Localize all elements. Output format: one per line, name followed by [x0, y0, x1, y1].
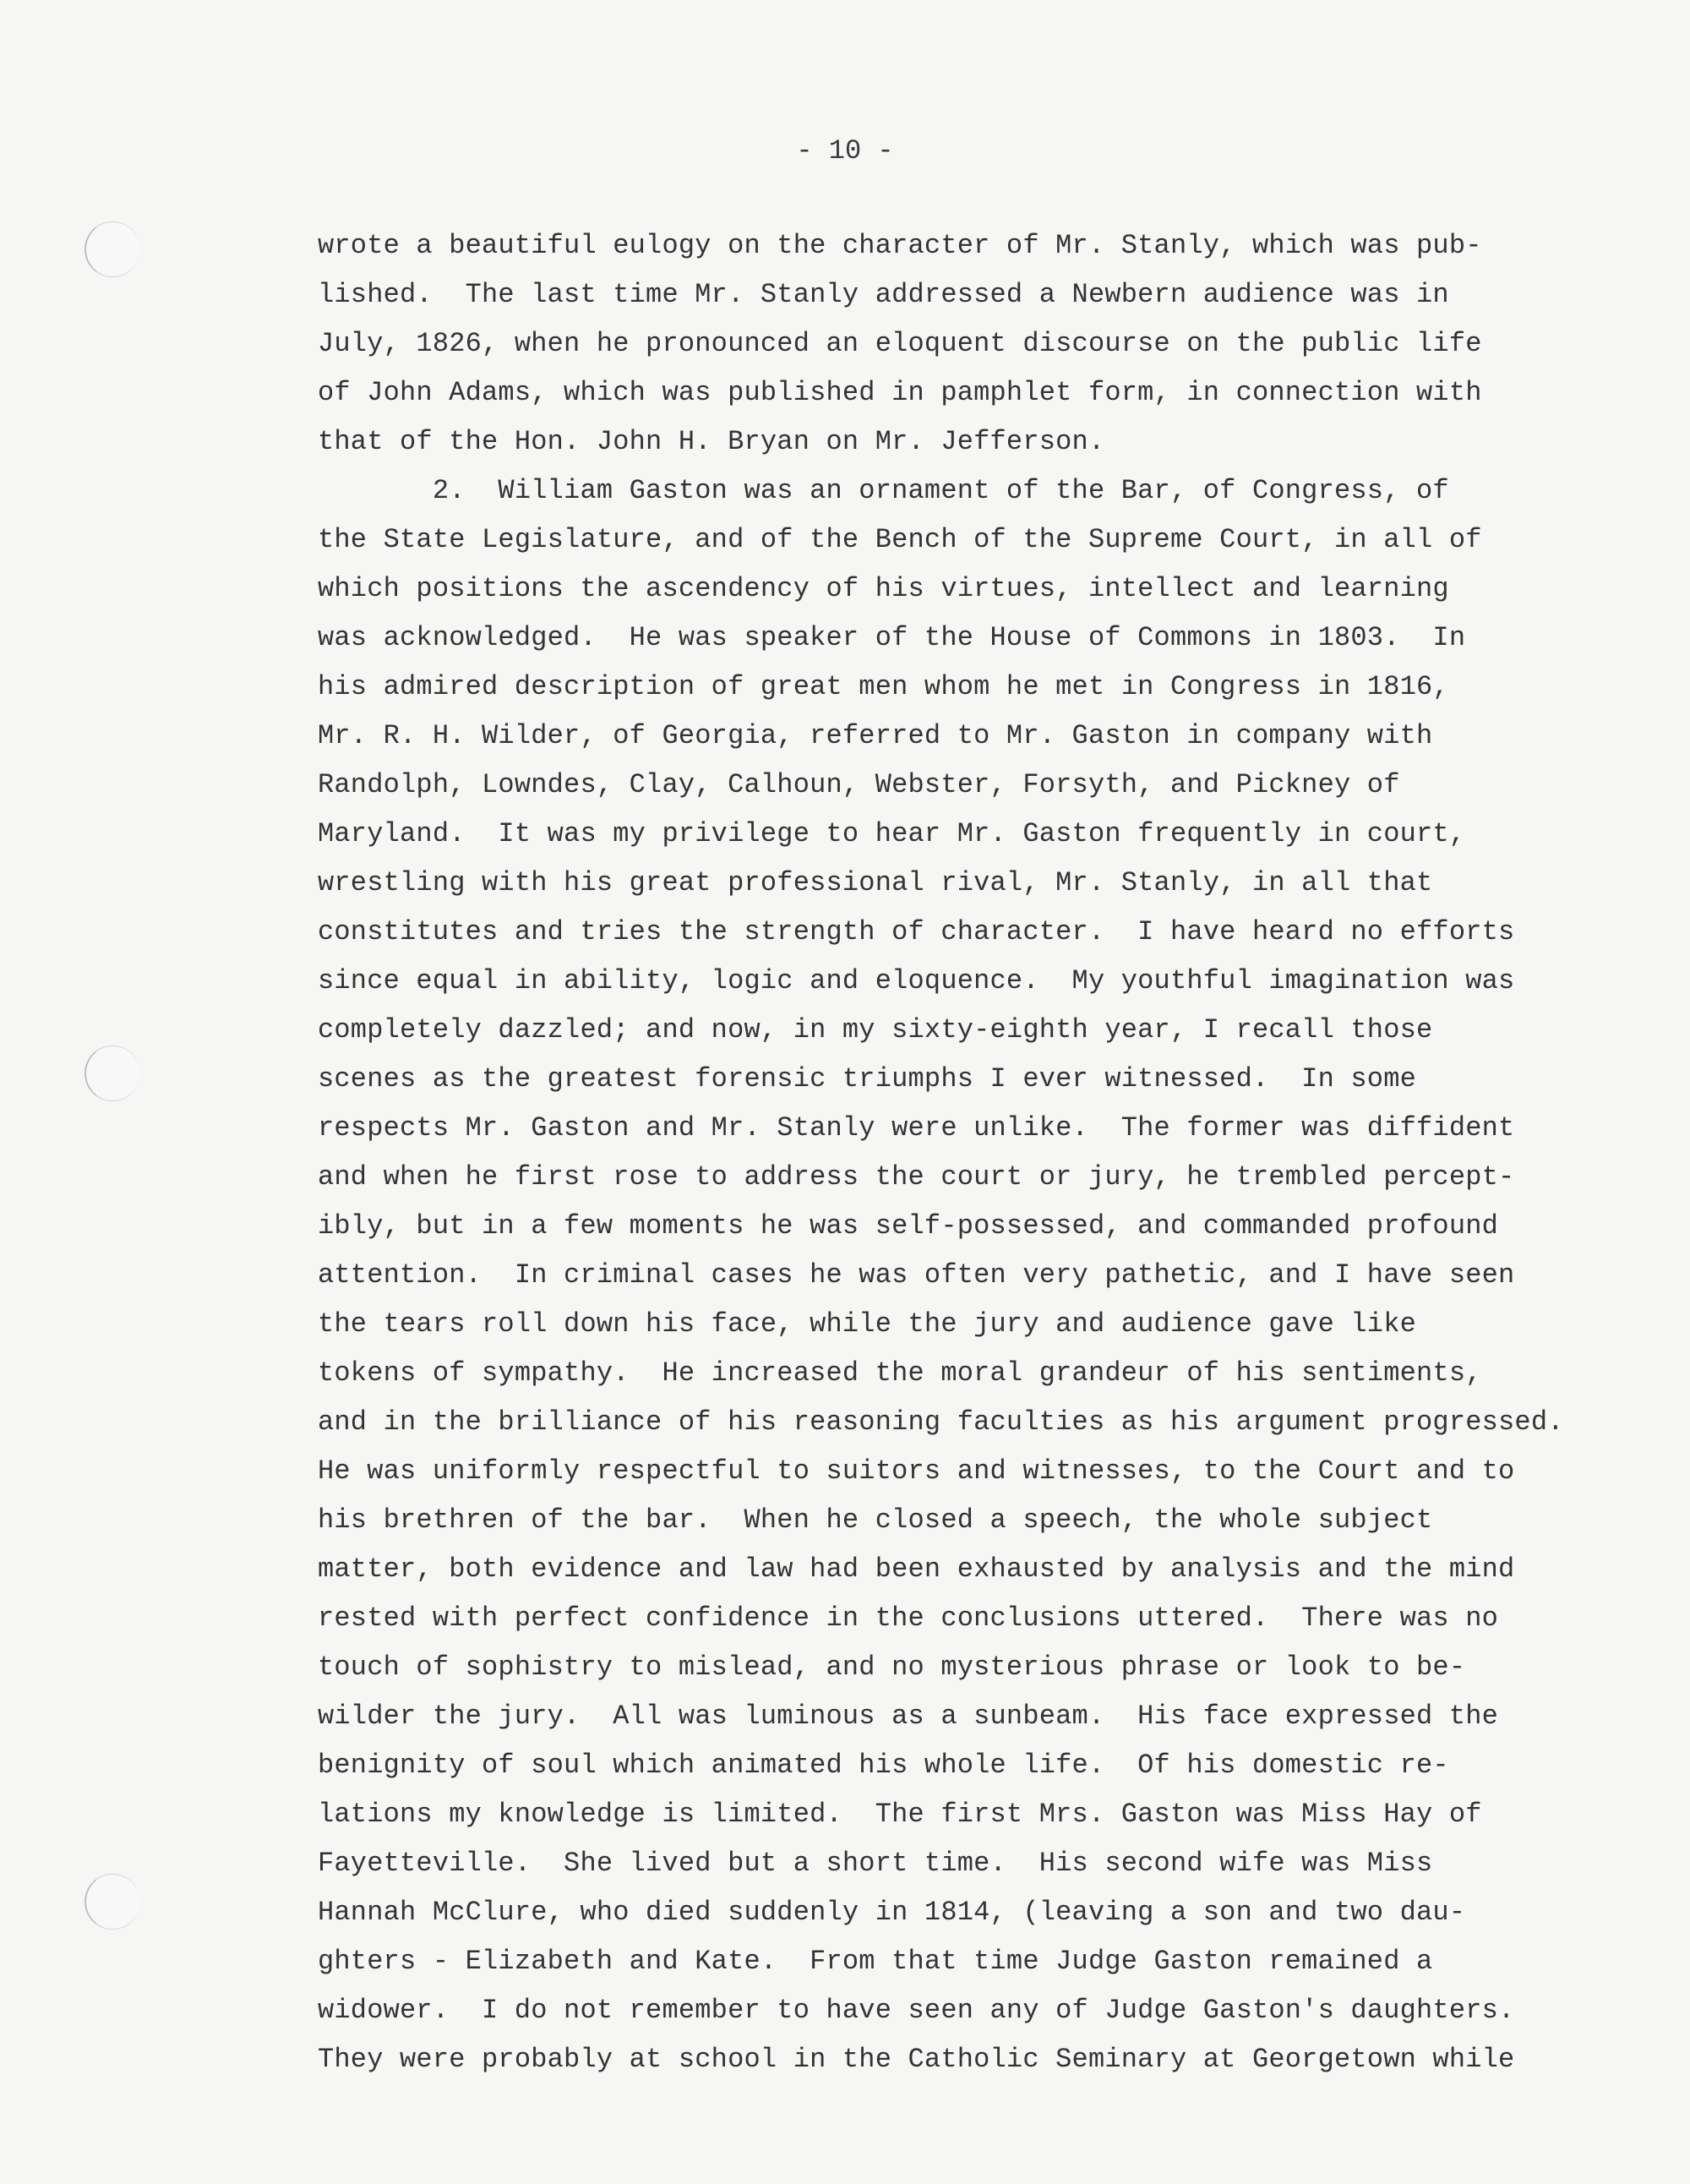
text-line: his brethren of the bar. When he closed a speech, the whole subject [318, 1504, 1433, 1536]
text-line: and in the brilliance of his reasoning faculties as his argument progressed. [318, 1406, 1564, 1438]
text-line: wrote a beautiful eulogy on the character of Mr. Stanly, which was pub- [318, 230, 1482, 261]
text-line: Hannah McClure, who died suddenly in 1814, (leaving a son and two dau- [318, 1897, 1466, 1928]
text-line: widower. I do not remember to have seen any of Judge Gaston's daughters. [318, 1995, 1515, 2026]
text-line: his admired description of great men whom he met in Congress in 1816, [318, 671, 1449, 702]
text-line: scenes as the greatest forensic triumphs I ever witnessed. In some [318, 1063, 1417, 1095]
text-line: that of the Hon. John H. Bryan on Mr. Jefferson. [318, 426, 1105, 457]
document-body [318, 221, 1564, 2084]
text-line: wilder the jury. All was luminous as a sunbeam. His face expressed the [318, 1701, 1499, 1732]
text-line: was acknowledged. He was speaker of the House of Commons in 1803. In [318, 622, 1466, 653]
text-line: July, 1826, when he pronounced an eloquent discourse on the public life [318, 328, 1482, 359]
punch-hole [84, 221, 140, 277]
text-line: Mr. R. H. Wilder, of Georgia, referred to Mr. Gaston in company with [318, 720, 1433, 751]
text-line: matter, both evidence and law had been exhausted by analysis and the mind [318, 1553, 1515, 1585]
text-line: Maryland. It was my privilege to hear Mr. Gaston frequently in court, [318, 818, 1466, 849]
text-line: the State Legislature, and of the Bench of the Supreme Court, in all of [318, 524, 1482, 555]
text-line: completely dazzled; and now, in my sixty-eighth year, I recall those [318, 1014, 1433, 1046]
page-number: - 10 - [796, 135, 894, 167]
text-line: wrestling with his great professional rival, Mr. Stanly, in all that [318, 867, 1433, 898]
text-line: respects Mr. Gaston and Mr. Stanly were unlike. The former was diffident [318, 1112, 1515, 1144]
text-line: ibly, but in a few moments he was self-possessed, and commanded profound [318, 1210, 1499, 1242]
text-line: constitutes and tries the strength of character. I have heard no efforts [318, 916, 1515, 947]
text-line: tokens of sympathy. He increased the moral grandeur of his sentiments, [318, 1357, 1482, 1389]
text-line: lished. The last time Mr. Stanly addressed a Newbern audience was in [318, 279, 1449, 310]
text-line: benignity of soul which animated his whole life. Of his domestic re- [318, 1750, 1449, 1781]
text-line: since equal in ability, logic and eloquence. My youthful imagination was [318, 965, 1515, 996]
text-line: which positions the ascendency of his virtues, intellect and learning [318, 573, 1449, 604]
text-line: attention. In criminal cases he was often very pathetic, and I have seen [318, 1259, 1515, 1291]
text-line: rested with perfect confidence in the conclusions uttered. There was no [318, 1603, 1499, 1634]
text-line: of John Adams, which was published in pamphlet form, in connection with [318, 377, 1482, 408]
text-line: the tears roll down his face, while the jury and audience gave like [318, 1308, 1417, 1340]
punch-hole [84, 1874, 140, 1930]
punch-hole [84, 1046, 140, 1101]
text-line: They were probably at school in the Catholic Seminary at Georgetown while [318, 2044, 1515, 2075]
text-line: 2. William Gaston was an ornament of the Bar, of Congress, of [318, 475, 1449, 506]
text-line: lations my knowledge is limited. The first Mrs. Gaston was Miss Hay of [318, 1799, 1482, 1830]
text-line: ghters - Elizabeth and Kate. From that time Judge Gaston remained a [318, 1946, 1433, 1977]
text-line: Randolph, Lowndes, Clay, Calhoun, Webster, Forsyth, and Pickney of [318, 769, 1400, 800]
text-line: touch of sophistry to mislead, and no mysterious phrase or look to be- [318, 1652, 1466, 1683]
text-line: Fayetteville. She lived but a short time. His second wife was Miss [318, 1848, 1433, 1879]
text-line: He was uniformly respectful to suitors and witnesses, to the Court and to [318, 1455, 1515, 1487]
text-line: and when he first rose to address the court or jury, he trembled percept- [318, 1161, 1515, 1193]
